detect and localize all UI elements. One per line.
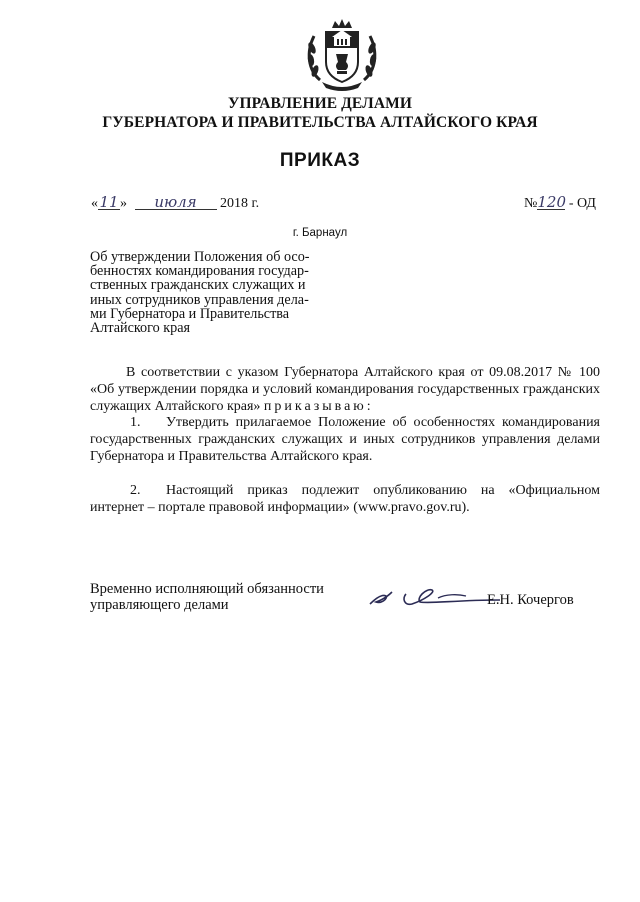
city: г. Барнаул	[292, 227, 348, 239]
document-title: ПРИКАЗ	[279, 150, 361, 171]
subject-line: ственных гражданских служащих и	[90, 277, 306, 294]
handwritten-signature	[366, 578, 506, 612]
subject-line: бенностях командирования государ-	[90, 263, 309, 280]
document-number	[524, 195, 596, 212]
preamble-text: В соответствии с указом Губернатора Алтайского края от 09.08.2017 № 100 «Об утверждении порядка и условий командирования государственных гражданских служащих Алтайского края»	[90, 365, 600, 414]
org-name-line1: УПРАВЛЕНИЕ ДЕЛАМИ	[228, 95, 412, 112]
item-number: 1.	[130, 415, 141, 430]
coat-of-arms-icon	[302, 18, 382, 92]
subject-line: иных сотрудников управления дела-	[90, 291, 309, 308]
item-number: 2.	[130, 483, 141, 498]
signer-position-line1: Временно исполняющий обязанности	[90, 581, 324, 597]
org-name-line2: ГУБЕРНАТОРА И ПРАВИТЕЛЬСТВА АЛТАЙСКОГО КРАЯ	[102, 114, 538, 131]
order-item-1	[90, 414, 600, 465]
date-month: июля	[135, 195, 217, 210]
signer-position	[90, 581, 324, 613]
document-subject	[90, 250, 336, 335]
document-date	[91, 195, 259, 212]
date-year: 2018 г.	[220, 196, 260, 211]
preamble-paragraph	[90, 364, 600, 415]
order-verb: приказываю:	[263, 399, 374, 414]
signer-position-line2: управляющего делами	[90, 597, 229, 613]
subject-line: Алтайского края	[90, 320, 191, 337]
subject-line: ми Губернатора и Правительства	[90, 305, 290, 322]
quote-close: »	[120, 196, 127, 211]
number-suffix: - ОД	[568, 196, 596, 211]
order-item-2	[90, 482, 600, 516]
item-text: Настоящий приказ подлежит опубликованию на «Официальном интернет – портале правовой информации» (www.pravo.gov.ru).	[90, 483, 600, 515]
number-value: 120	[537, 193, 566, 211]
signer-name: Е.Н. Кочергов	[487, 592, 574, 608]
number-prefix: №	[524, 196, 538, 211]
subject-line: Об утверждении Положения об осо-	[90, 249, 310, 265]
item-text: Утвердить прилагаемое Положение об особенностях командирования государственных гражданских служащих и иных сотрудников управления делами Губернатора и Правительства Алтайского края.	[90, 415, 600, 464]
date-day: 11	[99, 193, 119, 211]
quote-open: «	[91, 196, 98, 211]
